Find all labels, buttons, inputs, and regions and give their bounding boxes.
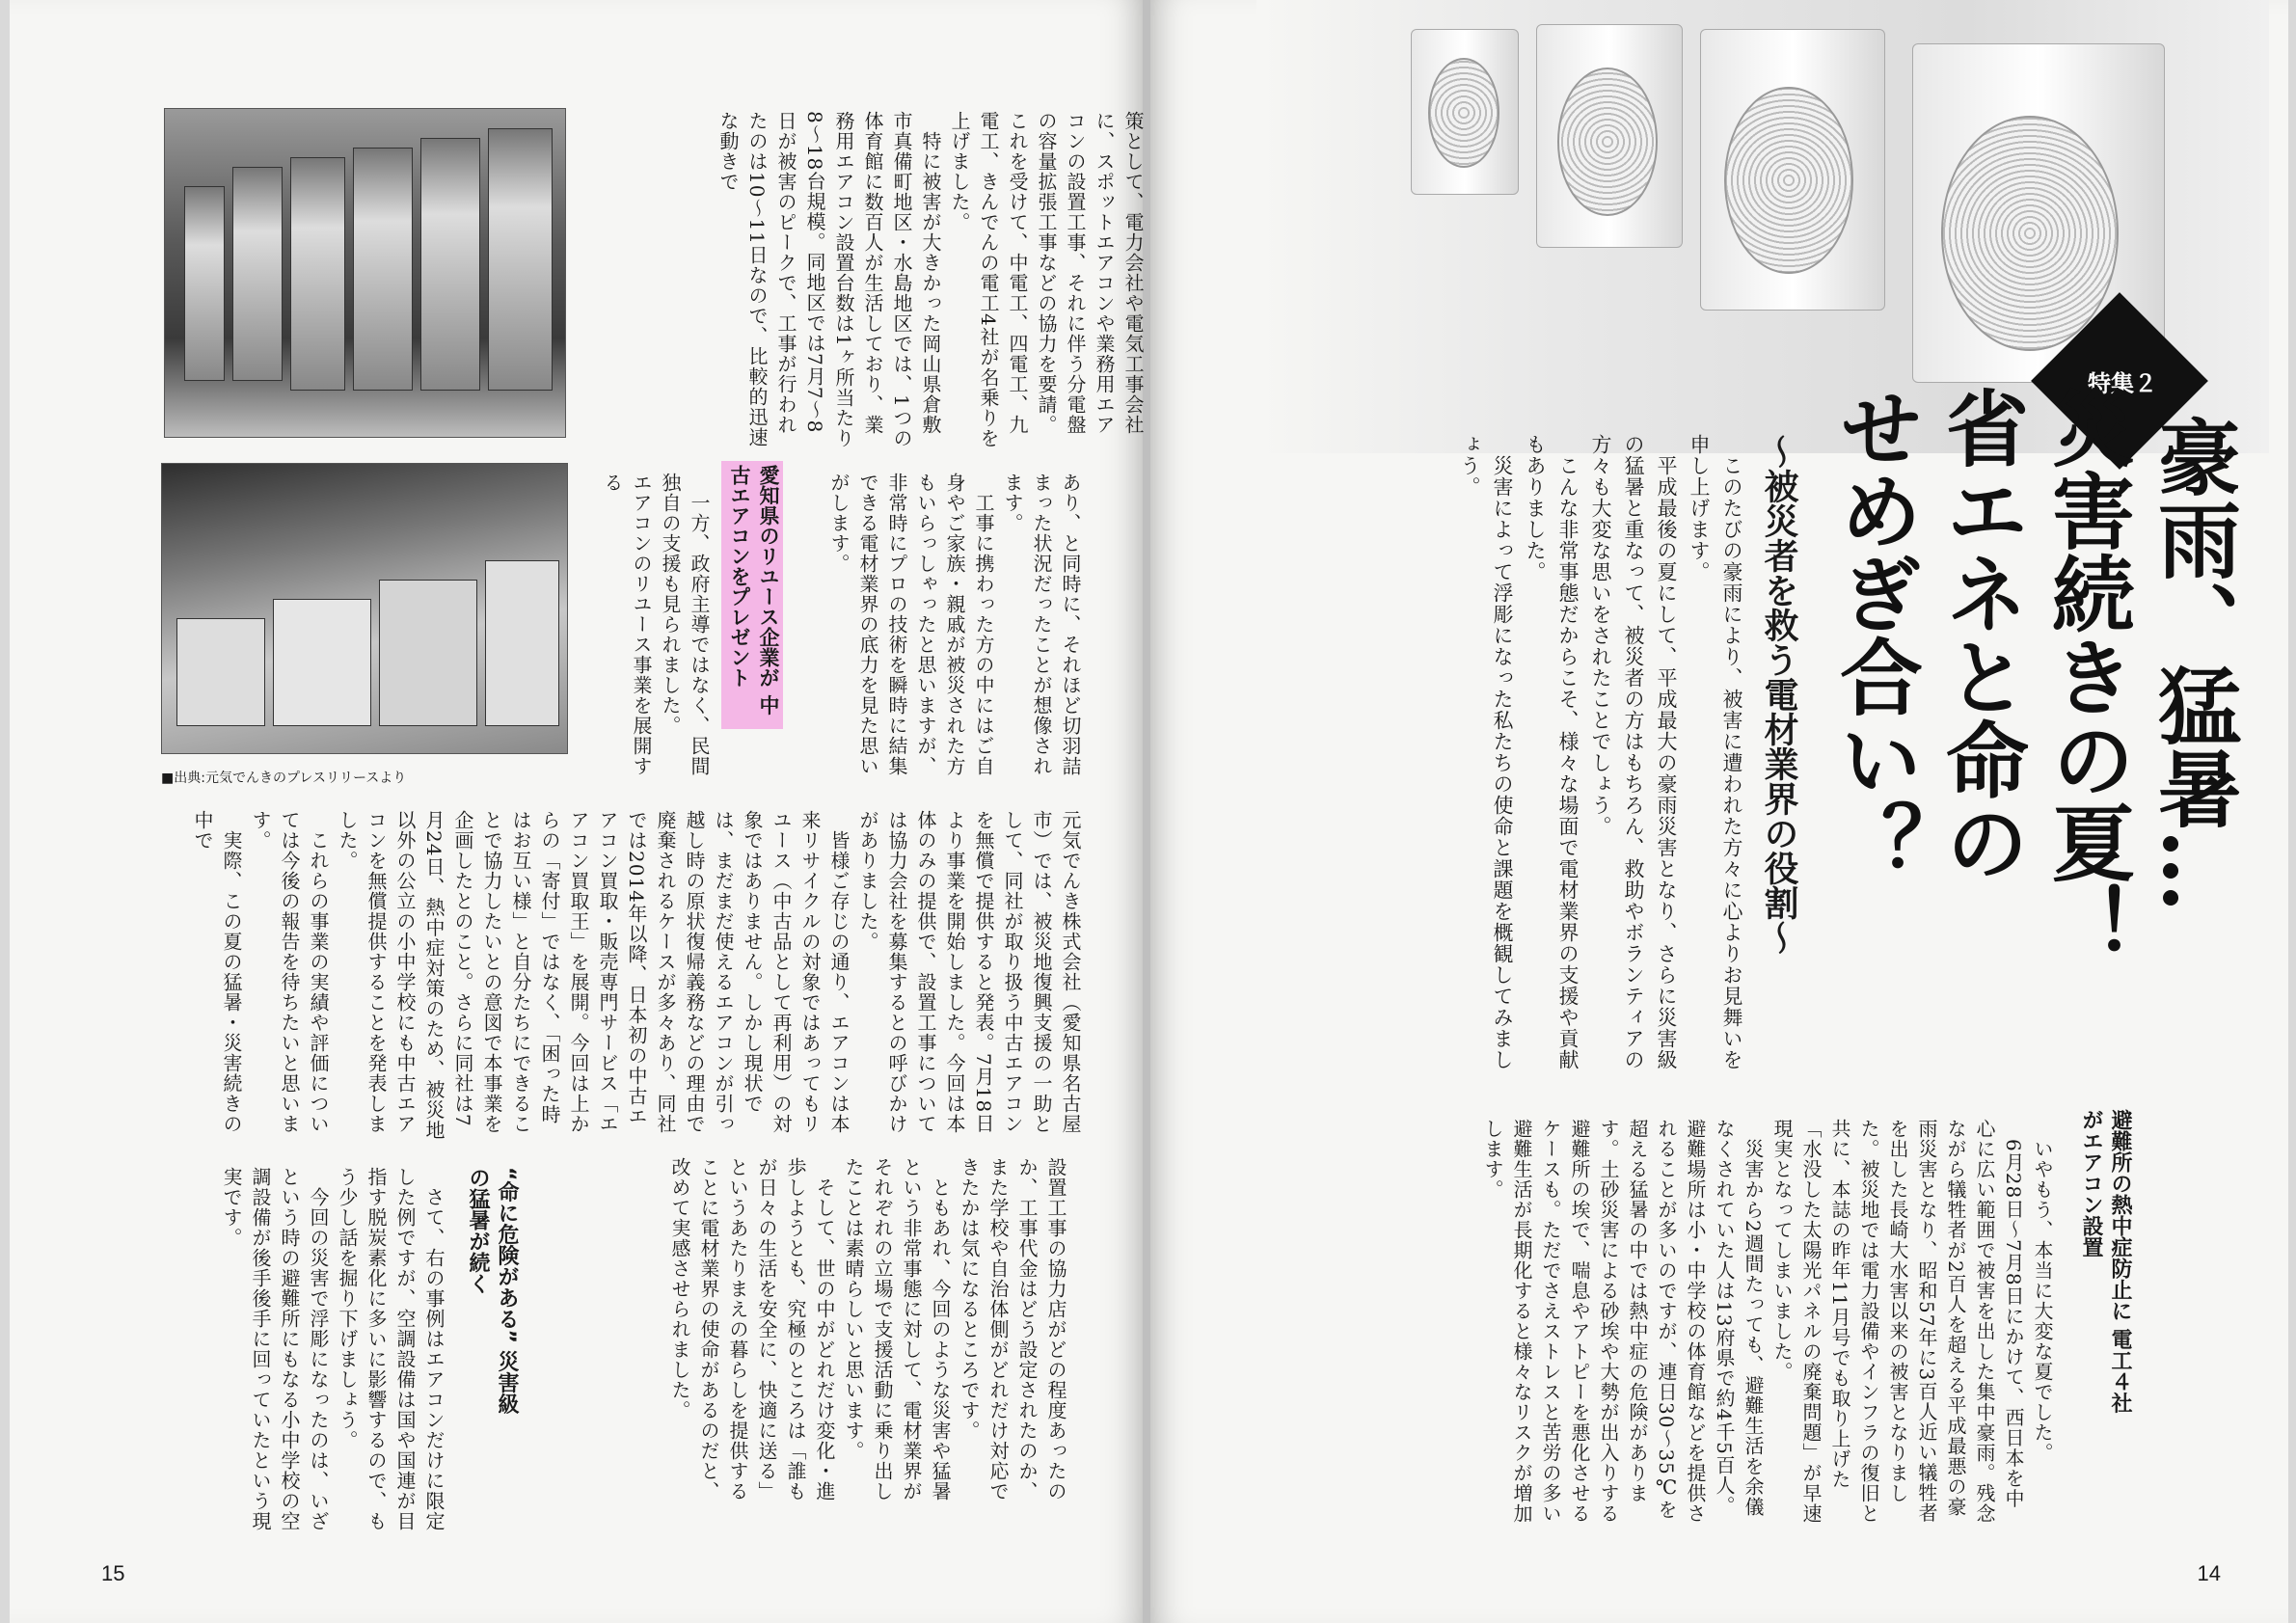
left-lower-col2: 設置工事の協力店がどの程度あったのか、工事代金はどう設定されたのか、また学校や自治体側がどれだけ対応できたかは気になるところです。 ともあれ、今回のような災害や猛暑という非常事態に対して、電材業界がそれぞれの立場で支援活動に乗り出したことは素晴らしいと思います。 そして、世の中がどれだけ変化・進歩しようとも、究極のところは「誰もが日々の生活を安全に、快適に送る」というあたりまえの暮らしを提供することに電材業界の使命があるのだと、改めて実感させられました。 (668, 1157, 1067, 1501)
warehouse-photo (164, 108, 566, 438)
subtitle: 〜被災者を救う電材業界の役割〜 (1759, 434, 1799, 955)
right-page (1150, 0, 2288, 1623)
page-number-left: 15 (101, 1561, 125, 1585)
left-lower-col3: さて、右の事例はエアコンだけに限定した例ですが、空調設備は国や国連が目指す脱炭素化に多いに影響するので、もう少し話を掘り下げましょう。 今回の災害で浮彫になったのは、いざという時の避難所にもなる小中学校の空調設備が後手後手に回っていたという現実です。 (220, 1167, 446, 1531)
feature-badge-label: 特集２ (2088, 370, 2157, 397)
photo-caption: ■出典:元気でんきのプレスリリースより (161, 771, 407, 786)
left-upper-col2: あり、と同時に、それほど切羽詰まった状況だったことが想像されます。 工事に携わった方の中にはご自身やご家族・親戚が被災された方もいらっしゃったと思いますが、非常時にプロの技術を瞬時に結集できる電材業界の底力を見た思いがします。 (827, 473, 1082, 776)
left-upper-col1: 策として、電力会社や電気工事会社に、スポットエアコンや業務用エアコンの設置工事、それに伴う分電盤の容量拡張工事などの協力を要請。これを受けて、中電工、四電工、九電工、きんでんの電工4社が名乗りを上げました。 特に被害が大きかった岡山県倉敷市真備町地区・水島地区では、1つの体育館に数百人が生活しており、業務用エアコン設置台数は1ヶ所当たり8〜18台規模。同地区では7月7〜8日が被害のピークで、工事が行われたのは10〜11日なので、比較的迅速な動きで (716, 111, 1145, 448)
aircon-storage-photo (161, 463, 568, 754)
title-line-1: 豪雨、猛暑… (2144, 415, 2241, 912)
page-number-right: 14 (2197, 1561, 2221, 1585)
section-heading-workers: 避難所の熱中症防止に 電工４社がエアコン設置 (2079, 1109, 2132, 1414)
title-line-3: 省エネと命の (1931, 386, 2029, 883)
lead-text: このたびの豪雨により、被害に遭われた方々に心よりお見舞いを申し上げます。 平成最後の夏にして、平成最大の豪雨災害となり、さらに災害級の猛暑と重なって、被災者の方はもちろん、救助やボランティアの方々も大変な思いをされたことでしょう。 こんな非常事態だからこそ、様々な場面で電材業界の支援や貢献もありました。 災害によって浮彫になった私たちの使命と課題を概観してみましょう。 (1458, 434, 1743, 1070)
right-body: いやもう、本当に大変な夏でした。 6月28日〜7月8日にかけて、西日本を中心に広い範囲で被害を出した集中豪雨。残念ながら犠牲者が2百人を超える平成最悪の豪雨災害となり、昭和57年に3百人近い犠牲者を出した長崎大水害以来の被害となりました。被災地では電力設備やインフラの復旧と共に、本誌の昨年11月号でも取り上げた「水没した太陽光パネルの廃棄問題」が早速現実となってしまいました。 災害から2週間たっても、避難生活を余儀なくされていた人は13府県で約4千5百人。避難場所は小・中学校の体育館などを提供されることが多いのですが、連日30〜35℃を超える猛暑の中では熱中症の危険があります。土砂災害による砂埃や大勢が出入りする避難所の埃で、喘息やアトピーを悪化させるケースも。ただでさえストレスと苦労の多い避難生活が長期化すると様々なリスクが増加します。 (1481, 1119, 2054, 1524)
title-line-2: 災害続きの夏！ (2038, 386, 2135, 966)
left-page (10, 0, 1143, 1623)
left-lower-col1: 元気でんき株式会社（愛知県名古屋市）では、被災地復興支援の一助として、同社が取り扱う中古エアコンを無償で提供すると発表。7月18日より事業を開始しました。今回は本体のみの提供で、設置工事については協力会社を募集するとの呼びかけがありました。 皆様ご存じの通り、エアコンは本来リサイクルの対象ではあってもリユース（中古品として再利用）の対象ではありません。しかし現状では、まだまだ使えるエアコンが引っ越し時の原状復帰義務などの理由で廃棄されるケースが多々あり、同社では2014年以降、日本初の中古エアコン買取・販売専門サービス「エアコン買取王」を展開。今回は上からの「寄付」ではなく、「困った時はお互い様」と自分たちにできることで協力したいとの意図で本事業を企画したとのこと。さらに同社は7月24日、熱中症対策のため、被災地以外の公立の小中学校にも中古エアコンを無償提供することを発表しました。 これらの事業の実績や評価については今後の報告を待ちたいと思います。 実際、この夏の猛暑・災害続きの中で (191, 810, 1082, 1141)
section-heading-reuse: 愛知県のリユース企業が 中古エアコンをプレゼント (721, 461, 783, 729)
title-line-4: せめぎ合い？ (1825, 386, 1923, 883)
section-heading-heat: “命に危険がある” 災害級の猛暑が続く (466, 1167, 519, 1415)
left-upper-col3: 一方、政府主導ではなく、民間独自の支援も見られました。 エアコンのリユース事業を展開する (601, 473, 711, 776)
